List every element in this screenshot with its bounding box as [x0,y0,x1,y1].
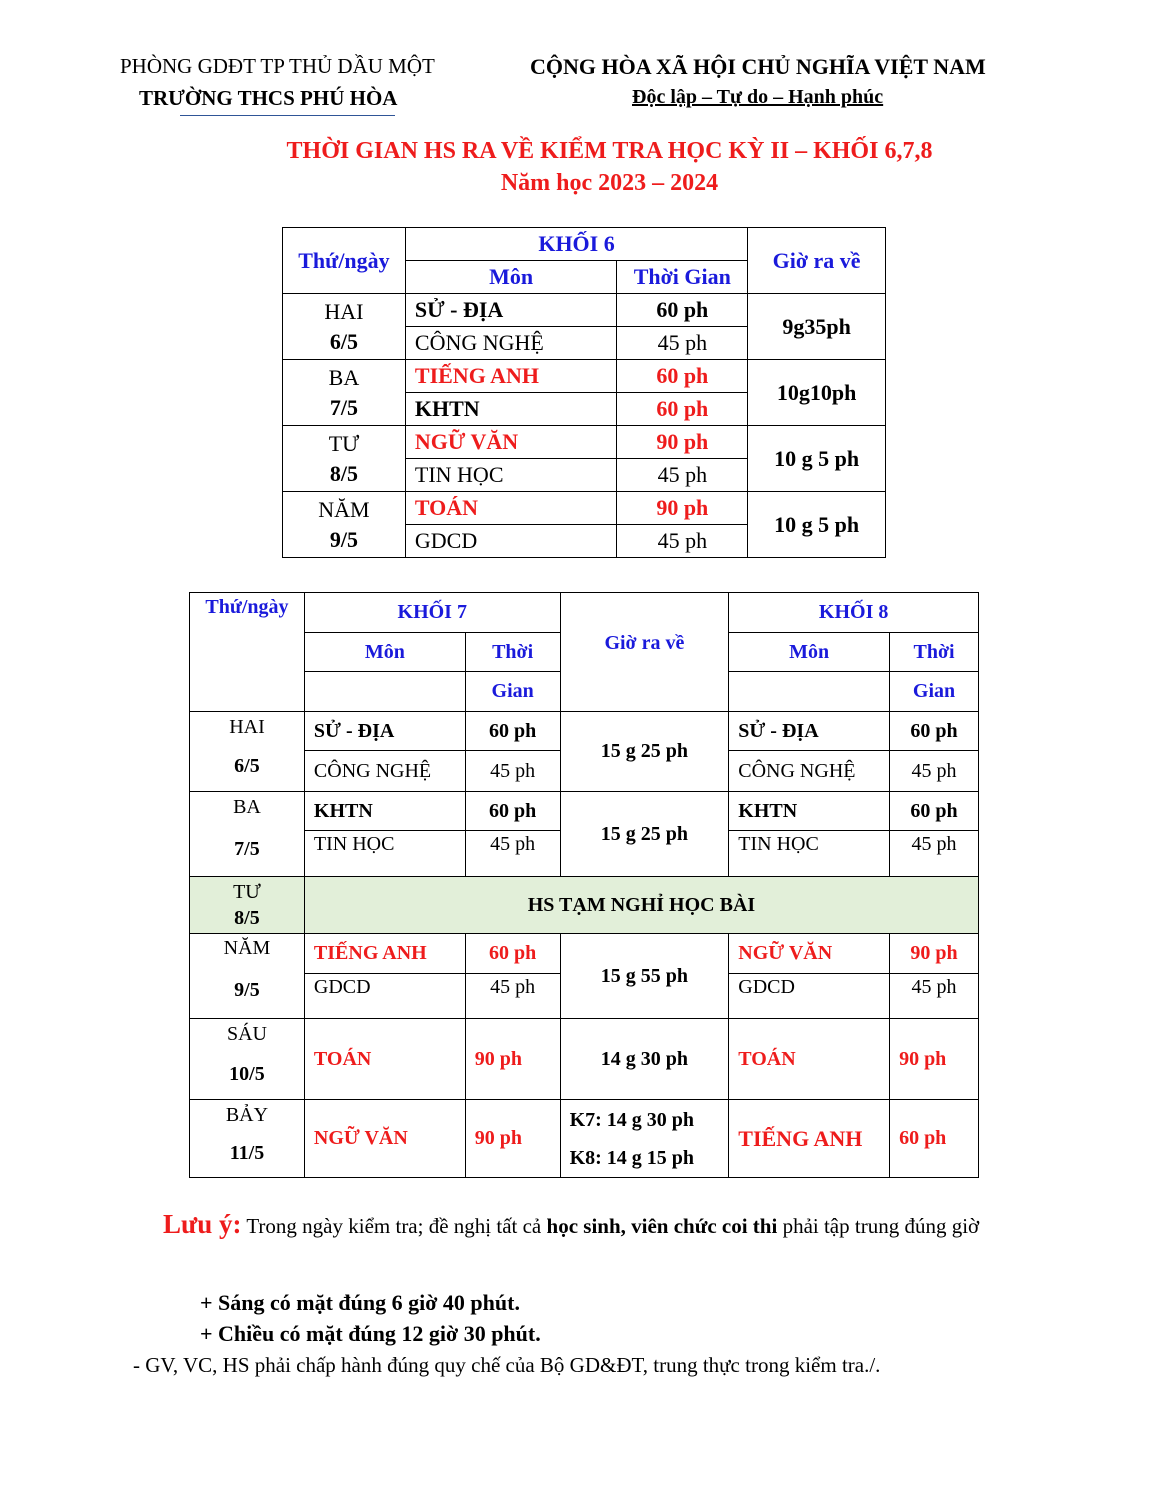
note-text-b: học sinh, viên chức coi thi [546,1214,778,1238]
grade7-time-header-cont: Gian [465,672,560,712]
subject-cell: CÔNG NGHỆ [729,751,890,792]
table-row [190,712,979,751]
time-cell: 60 ph [617,393,748,426]
subject-cell: CÔNG NGHỆ [405,327,617,360]
table-row [190,1100,979,1178]
time-cell: 45 ph [465,751,560,792]
time-cell: 60 ph [890,1100,979,1178]
time-cell: 45 ph [465,974,560,1019]
time-cell: 90 ph [617,426,748,459]
subject-cell: TOÁN [304,1019,465,1100]
subject-cell: TIN HỌC [304,831,465,877]
time-cell: 45 ph [890,974,979,1019]
table-row [190,934,979,974]
national-title: CỘNG HÒA XÃ HỘI CHỦ NGHĨA VIỆT NAM [530,54,986,79]
rules-note: - GV, VC, HS phải chấp hành đúng quy chế của Bộ GD&ĐT, trung thực trong kiểm tra./. [133,1353,881,1377]
subject-cell: GDCD [729,974,890,1019]
day-cell: NĂM 9/5 [283,492,406,558]
time-cell: 45 ph [617,327,748,360]
afternoon-arrival-note: + Chiều có mặt đúng 12 giờ 30 phút. [200,1321,541,1346]
day-cell: TƯ 8/5 [190,877,305,934]
table-row [283,426,886,459]
time-cell: 90 ph [617,492,748,525]
subject-cell: TIẾNG ANH [729,1100,890,1178]
time-cell: 45 ph [890,751,979,792]
time-cell: 45 ph [617,525,748,558]
subject-cell: SỬ - ĐỊA [304,712,465,751]
school-name: TRƯỜNG THCS PHÚ HÒA [139,86,398,110]
grade6-header: KHỐI 6 [405,228,747,261]
time-cell: 60 ph [617,294,748,327]
time-cell: 90 ph [890,1019,979,1100]
time-cell: 60 ph [465,934,560,974]
release-cell: 10 g 5 ph [748,426,886,492]
subject-cell: TIẾNG ANH [304,934,465,974]
col-release-header: Giờ ra về [560,593,729,712]
release-cell: 14 g 30 ph [560,1019,729,1100]
release-cell: 10 g 5 ph [748,492,886,558]
document-title: THỜI GIAN HS RA VỀ KIỂM TRA HỌC KỲ II – KHỐI 6,7,8 [286,138,933,164]
day-cell: NĂM 9/5 [190,934,305,1019]
col-day-header: Thứ/ngày [190,593,305,712]
grade7-time-header: Thời [465,633,560,672]
department-name: PHÒNG GDĐT TP THỦ DẦU MỘT [120,54,435,78]
grade8-time-header: Thời [890,633,979,672]
morning-arrival-note: + Sáng có mặt đúng 6 giờ 40 phút. [200,1290,520,1315]
day-cell: TƯ 8/5 [283,426,406,492]
table-row [283,492,886,525]
note-label: Lưu ý: [163,1209,242,1239]
time-cell: 90 ph [465,1019,560,1100]
day-cell: BẢY 11/5 [190,1100,305,1178]
time-cell: 45 ph [465,831,560,877]
day-cell: HAI 6/5 [283,294,406,360]
subject-cell: KHTN [405,393,617,426]
grade8-subject-header: Môn [729,633,890,672]
subject-cell: GDCD [405,525,617,558]
table-row [190,1019,979,1100]
table-row [190,792,979,831]
subject-cell: TIN HỌC [405,459,617,492]
subject-cell: CÔNG NGHỆ [304,751,465,792]
grade7-subject-header: Môn [304,633,465,672]
release-cell: K7: 14 g 30 ph K8: 14 g 15 ph [560,1100,729,1178]
subject-cell: SỬ - ĐỊA [405,294,617,327]
grade6-schedule-table [282,227,886,558]
time-cell: 60 ph [465,712,560,751]
subject-cell: TIN HỌC [729,831,890,877]
grade8-header: KHỐI 8 [729,593,979,633]
note-paragraph [120,1207,1070,1243]
time-cell: 60 ph [465,792,560,831]
col-time-header: Thời Gian [617,261,748,294]
col-release-header: Giờ ra về [748,228,886,294]
grade78-schedule-table [189,592,979,1178]
time-cell: 60 ph [617,360,748,393]
school-year: Năm học 2023 – 2024 [500,170,719,196]
release-cell: 9g35ph [748,294,886,360]
table-row [283,360,886,393]
national-motto: Độc lập – Tự do – Hạnh phúc [632,86,884,108]
grade7-header: KHỐI 7 [304,593,560,633]
subject-cell: NGỮ VĂN [304,1100,465,1178]
subject-cell: NGỮ VĂN [405,426,617,459]
release-cell: 10g10ph [748,360,886,426]
day-cell: BA 7/5 [283,360,406,426]
time-cell: 90 ph [465,1100,560,1178]
subject-cell: KHTN [729,792,890,831]
note-text-c: phải tập trung đúng giờ [777,1214,980,1238]
subject-cell: TOÁN [729,1019,890,1100]
time-cell: 90 ph [890,934,979,974]
subject-cell: KHTN [304,792,465,831]
release-cell: 15 g 25 ph [560,792,729,877]
day-cell: SÁU 10/5 [190,1019,305,1100]
time-cell: 45 ph [890,831,979,877]
col-subject-header: Môn [405,261,617,294]
note-text-a: Trong ngày kiểm tra; đề nghị tất cả [241,1214,547,1238]
subject-cell: GDCD [304,974,465,1019]
time-cell: 60 ph [890,792,979,831]
no-exam-notice: HS TẠM NGHỈ HỌC BÀI [304,877,978,934]
grade8-time-header-cont: Gian [890,672,979,712]
time-cell: 45 ph [617,459,748,492]
subject-cell: TOÁN [405,492,617,525]
subject-cell: NGỮ VĂN [729,934,890,974]
time-cell: 60 ph [890,712,979,751]
col-day-header: Thứ/ngày [283,228,406,294]
table-row [283,294,886,327]
release-cell: 15 g 25 ph [560,712,729,792]
day-cell: HAI 6/5 [190,712,305,792]
school-underline [180,115,395,116]
subject-cell: TIẾNG ANH [405,360,617,393]
table-row [190,877,979,934]
release-cell: 15 g 55 ph [560,934,729,1019]
subject-cell: SỬ - ĐỊA [729,712,890,751]
day-cell: BA 7/5 [190,792,305,877]
